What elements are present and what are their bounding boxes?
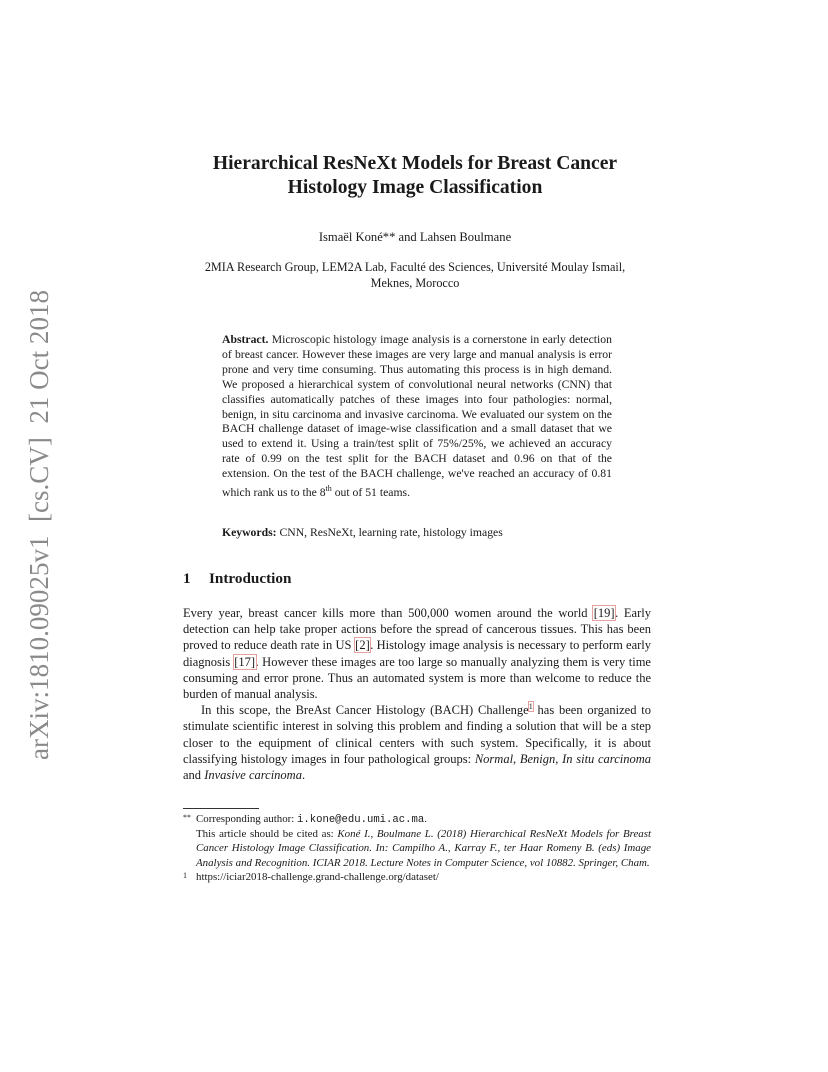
- corresponding-label: Corresponding author:: [196, 813, 298, 825]
- keywords-text: CNN, ResNeXt, learning rate, histology images: [279, 526, 503, 539]
- authors: Ismaël Koné** and Lahsen Boulmane: [318, 230, 512, 244]
- p1-text-a: Every year, breast cancer kills more than 500,000 women around the world: [183, 606, 594, 620]
- author-email[interactable]: i.kone@edu.umi.ac.ma: [297, 814, 425, 826]
- paper-title: [150, 152, 680, 200]
- cite-text: Koné I., Boulmane L. (2018) Hierarchical ResNeXt Models for Breast Cancer Histology Image Classification. In: Campilho A., Karray F., ter Haar Romeny B. (eds) Image Analysis and Recognition. ICIAR 2018. Lecture Notes in Computer Science, vol 10882. Springer, Cham.: [196, 828, 651, 869]
- footnote-corresponding: [183, 812, 651, 827]
- abstract-end: out of 51 teams.: [331, 485, 411, 499]
- paragraph-2: [183, 702, 651, 783]
- p1-text-d: . However these images are too large so manually analyzing them is very time consuming and error prone. Thus an automated system is more than welcome to reduce the burden of manual analysis.: [183, 654, 651, 702]
- abstract: [222, 333, 612, 501]
- citation-link-19[interactable]: [19]: [593, 606, 615, 620]
- section-title: Introduction: [209, 570, 292, 587]
- p2-sep-3: and: [183, 768, 205, 783]
- p1-text-c: . Histology image analysis is necessary to perform early diagnosis: [183, 638, 651, 669]
- group-invasive: Invasive carcinoma: [204, 768, 302, 783]
- affiliation: [150, 260, 680, 291]
- footnote-rule: [183, 808, 259, 809]
- abstract-text: Microscopic histology image analysis is a cornerstone in early detection of breast cancer. However these images are very large and manual analysis is error prone and very time consuming. Thus automating this process is in high demand. We proposed a hierarchical system of convolutional neural networks (CNN) that classifies automatically patches of these images into four pathologies: normal, benign, in situ carcinoma and invasive carcinoma. We evaluated our system on the BACH challenge dataset of image-wise classification and a small dataset that we used to extend it. Using a train/test split of 75%/25%, we achieved an accuracy rate of 0.99 on the test split for the BACH dataset and 0.96 on that of the extension. On the test of the BACH challenge, we've reached an accuracy of 0.81 which rank us to the 8: [222, 333, 612, 499]
- arxiv-stamp-svg: [0, 0, 70, 1072]
- affiliation-line-2: Meknes, Morocco: [370, 275, 460, 290]
- footnote-1: [183, 870, 651, 884]
- abstract-superscript: th: [325, 484, 332, 494]
- group-in-situ: In situ carcinoma: [562, 751, 651, 766]
- p2-end: .: [301, 768, 306, 783]
- keywords-label: Keywords:: [222, 526, 277, 539]
- introduction-body: [183, 605, 651, 783]
- p2-text-a: In this scope, the BreAst Cancer Histology (BACH) Challenge: [201, 703, 529, 718]
- p2-text-b: has been organized to stimulate scientific interest in solving this problem and finding a solution that will be a step closer to the equipment of clinical centers with such system. Specifically, it is about classifying histology images in four pathological groups:: [183, 703, 651, 766]
- group-benign: Benign: [519, 751, 556, 766]
- arxiv-stamp-text: arXiv:1810.09025v1 [cs.CV] 21 Oct 2018: [24, 290, 54, 760]
- group-normal: Normal: [474, 751, 514, 766]
- paragraph-1: [183, 605, 651, 702]
- footnotes: [183, 812, 651, 884]
- title-line-2: Histology Image Classification: [287, 177, 543, 198]
- footnote-mark-1: 1: [183, 870, 187, 880]
- citation-link-17[interactable]: [17]: [234, 654, 256, 669]
- email-dot: .: [424, 813, 427, 825]
- citation-note: [183, 827, 651, 870]
- keywords: [222, 525, 612, 540]
- p1-text-b: . Early detection can help take proper actions before the spread of cancerous tissues. This has been proved to reduce death rate in US: [183, 606, 651, 653]
- footnote-link-1[interactable]: 1: [528, 702, 533, 712]
- section-heading: [183, 570, 291, 588]
- p2-sep-1: ,: [513, 751, 520, 766]
- cite-prefix: This article should be cited as:: [196, 828, 338, 841]
- citation-link-2[interactable]: [2]: [355, 638, 370, 653]
- title-line-1: Hierarchical ResNeXt Models for Breast Cancer: [212, 153, 618, 174]
- footnote-mark-stars: **: [183, 813, 191, 822]
- p2-sep-2: ,: [555, 751, 563, 766]
- affiliation-line-1: 2MIA Research Group, LEM2A Lab, Faculté des Sciences, Université Moulay Ismail,: [204, 260, 626, 274]
- dataset-url[interactable]: https://iciar2018-challenge.grand-challenge.org/dataset/: [196, 870, 439, 883]
- section-number: 1: [183, 570, 191, 587]
- abstract-label: Abstract.: [222, 333, 269, 346]
- arxiv-side-stamp: [0, 0, 70, 1072]
